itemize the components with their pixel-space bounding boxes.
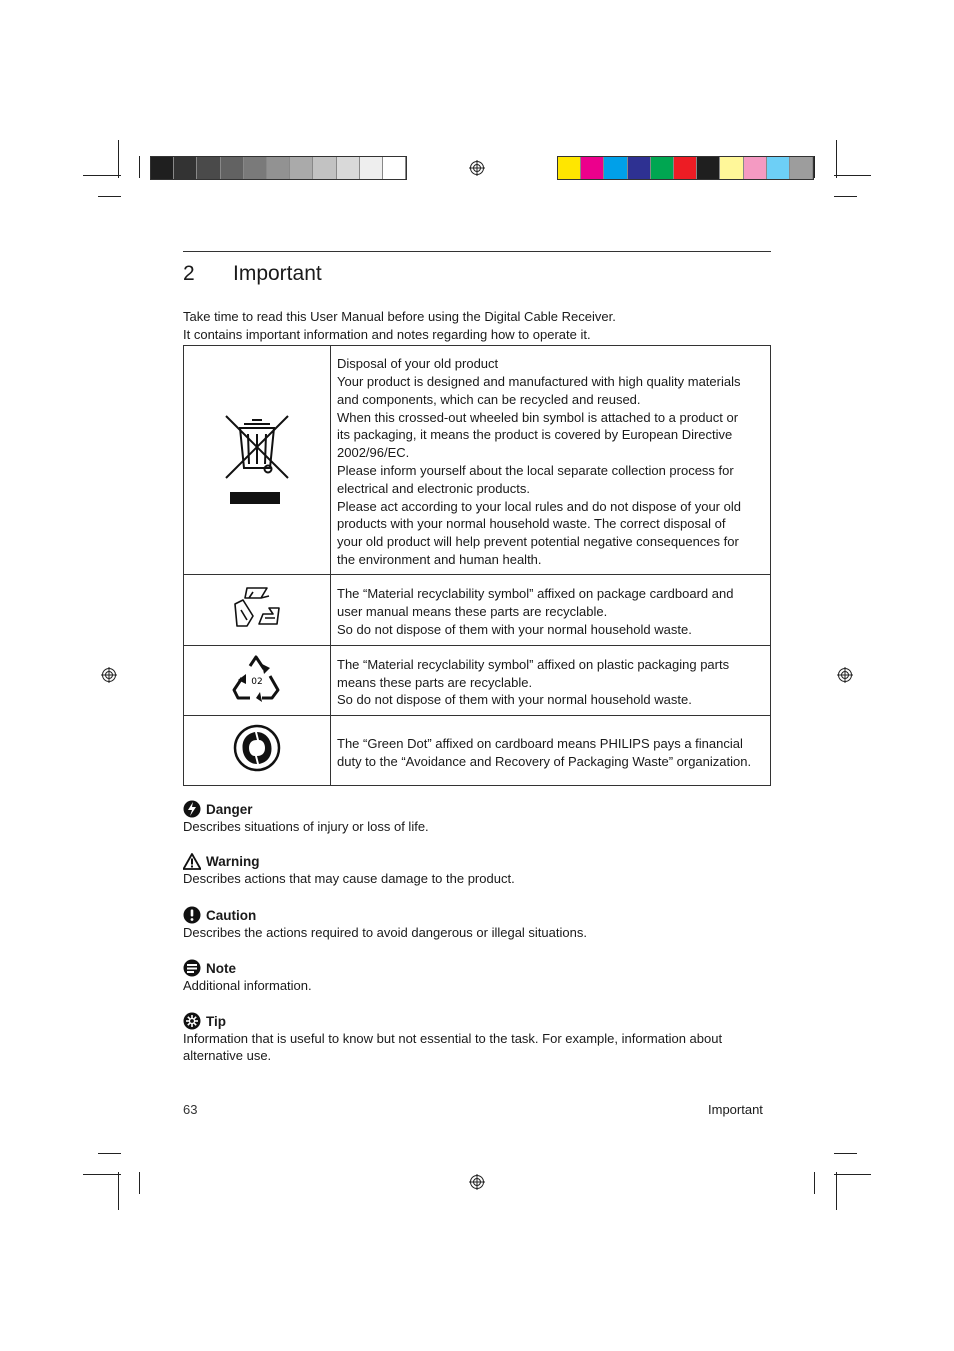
table-cell-text xyxy=(331,716,771,786)
notice-title: Warning xyxy=(206,854,260,869)
table-row xyxy=(184,646,771,716)
crop-mark xyxy=(834,1153,857,1154)
table-cell-line: 2002/96/EC. xyxy=(337,445,410,461)
color-swatch xyxy=(360,157,383,179)
table-row xyxy=(184,575,771,646)
crop-mark xyxy=(834,175,871,176)
table-cell-line: So do not dispose of them with your normal household waste. xyxy=(337,621,692,637)
color-swatch xyxy=(221,157,244,179)
table-cell-text xyxy=(331,346,771,575)
table-cell-line: Please inform yourself about the local separate collection process for xyxy=(337,463,734,478)
color-swatch xyxy=(581,157,604,179)
danger-notice xyxy=(183,800,429,835)
green-dot-icon xyxy=(233,724,281,772)
page-title xyxy=(183,262,322,286)
crop-mark xyxy=(834,196,857,197)
table-row xyxy=(184,716,771,786)
note-icon xyxy=(183,959,201,977)
notice-title: Note xyxy=(206,960,236,976)
warning-icon xyxy=(183,853,201,870)
crop-mark xyxy=(139,1172,140,1194)
color-swatch xyxy=(197,157,220,179)
chapter-number: 2 xyxy=(183,262,195,285)
intro-line: It contains important information and notes regarding how to operate it. xyxy=(183,326,591,342)
chapter-title: Important xyxy=(233,262,322,285)
table-cell-line: your old product will help prevent potential negative consequences for xyxy=(337,534,739,550)
table-cell-line: means these parts are recyclable. xyxy=(337,674,533,690)
table-cell-line: The “Material recyclability symbol” affixed on plastic packaging parts xyxy=(337,656,730,672)
color-swatch xyxy=(720,157,743,179)
color-swatch xyxy=(337,157,360,179)
table-cell-line: Disposal of your old product xyxy=(337,356,499,372)
table-cell-line: Your product is designed and manufactured with high quality materials xyxy=(337,374,741,390)
page-number: 63 xyxy=(183,1102,198,1117)
note-notice xyxy=(183,959,312,994)
tip-icon xyxy=(183,1012,201,1030)
notice-text: Additional information. xyxy=(183,978,312,993)
color-swatch xyxy=(697,157,720,179)
color-swatch xyxy=(558,157,581,179)
crop-mark xyxy=(83,175,121,176)
color-swatch xyxy=(174,157,197,179)
color-swatch xyxy=(313,157,336,179)
crop-mark xyxy=(98,196,121,197)
footer-section-title: Important xyxy=(708,1102,763,1117)
color-swatch xyxy=(790,157,813,179)
table-cell-line: products with your normal household waste. The correct disposal of xyxy=(337,516,726,532)
grayscale-color-bar xyxy=(150,156,407,180)
notice-title: Tip xyxy=(206,1013,226,1029)
crop-mark xyxy=(814,156,815,178)
recycle-arrows-icon xyxy=(231,584,283,632)
intro-paragraph xyxy=(183,308,616,343)
crop-mark xyxy=(836,1172,837,1210)
table-cell-line: The “Green Dot” affixed on cardboard means PHILIPS pays a financial xyxy=(337,735,743,751)
caution-notice xyxy=(183,906,587,941)
table-cell-text xyxy=(331,575,771,646)
symbols-table xyxy=(183,345,771,786)
caution-icon xyxy=(183,906,201,924)
color-swatch xyxy=(267,157,290,179)
crop-mark xyxy=(814,1172,815,1194)
crossed-out-wheeled-bin-icon xyxy=(222,410,292,506)
table-cell-line: user manual means these parts are recyclable. xyxy=(337,604,608,620)
danger-icon xyxy=(183,800,201,818)
crop-mark xyxy=(836,140,837,178)
registration-mark-icon xyxy=(469,1174,485,1190)
tip-notice xyxy=(183,1012,722,1064)
registration-mark-icon xyxy=(469,160,485,176)
registration-mark-icon xyxy=(101,667,117,683)
notice-text: Information that is useful to know but not essential to the task. For example, information about xyxy=(183,1031,723,1046)
plastic-recycle-02-icon xyxy=(232,654,282,702)
table-row xyxy=(184,346,771,575)
table-cell-line: Please act according to your local rules and do not dispose of your old xyxy=(337,498,741,514)
table-cell-line: its packaging, it means the product is covered by European Directive xyxy=(337,427,733,443)
color-swatch xyxy=(290,157,313,179)
heading-rule xyxy=(183,251,771,252)
table-cell-line: duty to the “Avoidance and Recovery of Packaging Waste” organization. xyxy=(337,753,752,769)
color-swatch xyxy=(767,157,790,179)
color-swatch xyxy=(244,157,267,179)
color-swatch xyxy=(151,157,174,179)
table-cell-line: the environment and human health. xyxy=(337,551,542,567)
crop-mark xyxy=(83,1174,121,1175)
table-cell-text xyxy=(331,646,771,716)
color-swatch xyxy=(744,157,767,179)
crop-mark xyxy=(98,1153,121,1154)
notice-text: Describes situations of injury or loss of life. xyxy=(183,819,429,834)
intro-line: Take time to read this User Manual before using the Digital Cable Receiver. xyxy=(183,309,616,324)
table-cell-line: electrical and electronic products. xyxy=(337,480,530,496)
notice-text: alternative use. xyxy=(183,1048,272,1063)
crop-mark xyxy=(118,1172,119,1210)
color-swatch xyxy=(674,157,697,179)
crop-mark xyxy=(139,156,140,178)
color-swatch xyxy=(628,157,651,179)
crop-mark xyxy=(118,140,119,178)
notice-title: Caution xyxy=(206,907,257,923)
table-cell-line: and components, which can be recycled and reused. xyxy=(337,391,641,407)
crop-mark xyxy=(834,1174,871,1175)
color-swatch xyxy=(604,157,627,179)
table-cell-line: So do not dispose of them with your normal household waste. xyxy=(337,692,692,708)
notice-title: Danger xyxy=(206,801,253,817)
warning-notice xyxy=(183,853,515,887)
color-swatch xyxy=(651,157,674,179)
color-swatch xyxy=(383,157,406,179)
plastic-code-label: 02 xyxy=(251,677,263,688)
notice-text: Describes actions that may cause damage to the product. xyxy=(183,871,515,886)
registration-mark-icon xyxy=(837,667,853,683)
table-cell-line: The “Material recyclability symbol” affixed on package cardboard and xyxy=(337,586,734,602)
notice-text: Describes the actions required to avoid dangerous or illegal situations. xyxy=(183,925,587,940)
table-cell-line: When this crossed-out wheeled bin symbol is attached to a product or xyxy=(337,409,739,425)
process-color-bar xyxy=(557,156,814,180)
